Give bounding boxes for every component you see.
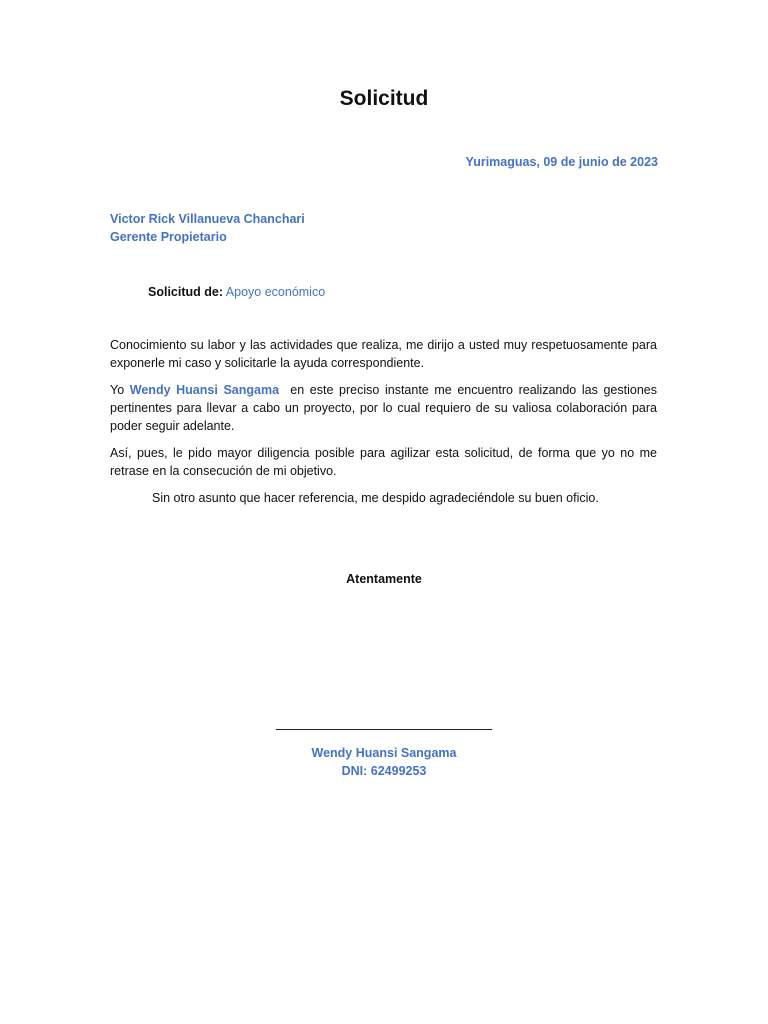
signature-block [0, 744, 768, 780]
paragraph-2-name: Wendy Huansi Sangama [129, 383, 280, 397]
recipient-role: Gerente Propietario [110, 230, 227, 244]
recipient-name: Victor Rick Villanueva Chanchari [110, 212, 305, 226]
signer-name: Wendy Huansi Sangama [311, 746, 457, 760]
paragraph-1: Conocimiento su labor y las actividades que realiza, me dirijo a usted muy respetuosamente para exponerle mi caso y solicitarle la ayuda correspondiente. [110, 338, 657, 370]
signer-dni: DNI: 62499253 [341, 764, 427, 778]
recipient-block [110, 210, 305, 246]
subject-line [148, 283, 325, 301]
document-date: Yurimaguas, 09 de junio de 2023 [465, 155, 658, 169]
subject-label: Solicitud de: [148, 285, 223, 299]
paragraph-4: Sin otro asunto que hacer referencia, me despido agradeciéndole su buen oficio. [152, 491, 599, 505]
document-title: Solicitud [339, 87, 429, 110]
paragraph-2 [110, 381, 657, 435]
subject-value: Apoyo económico [225, 285, 326, 299]
signature-line [276, 729, 492, 730]
paragraph-3: Así, pues, le pido mayor diligencia posible para agilizar esta solicitud, de forma que yo no me retrase en la consecución de mi objetivo. [110, 446, 657, 478]
closing-regards: Atentamente [346, 572, 422, 586]
paragraph-2-prefix: Yo [110, 383, 125, 397]
paragraph-2-rest: en este preciso instante me encuentro realizando las gestiones pertinentes para llevar a cabo un proyecto, por lo cual requiero de su valiosa colaboración para poder seguir adelante. [110, 383, 657, 433]
letter-body [110, 336, 657, 516]
